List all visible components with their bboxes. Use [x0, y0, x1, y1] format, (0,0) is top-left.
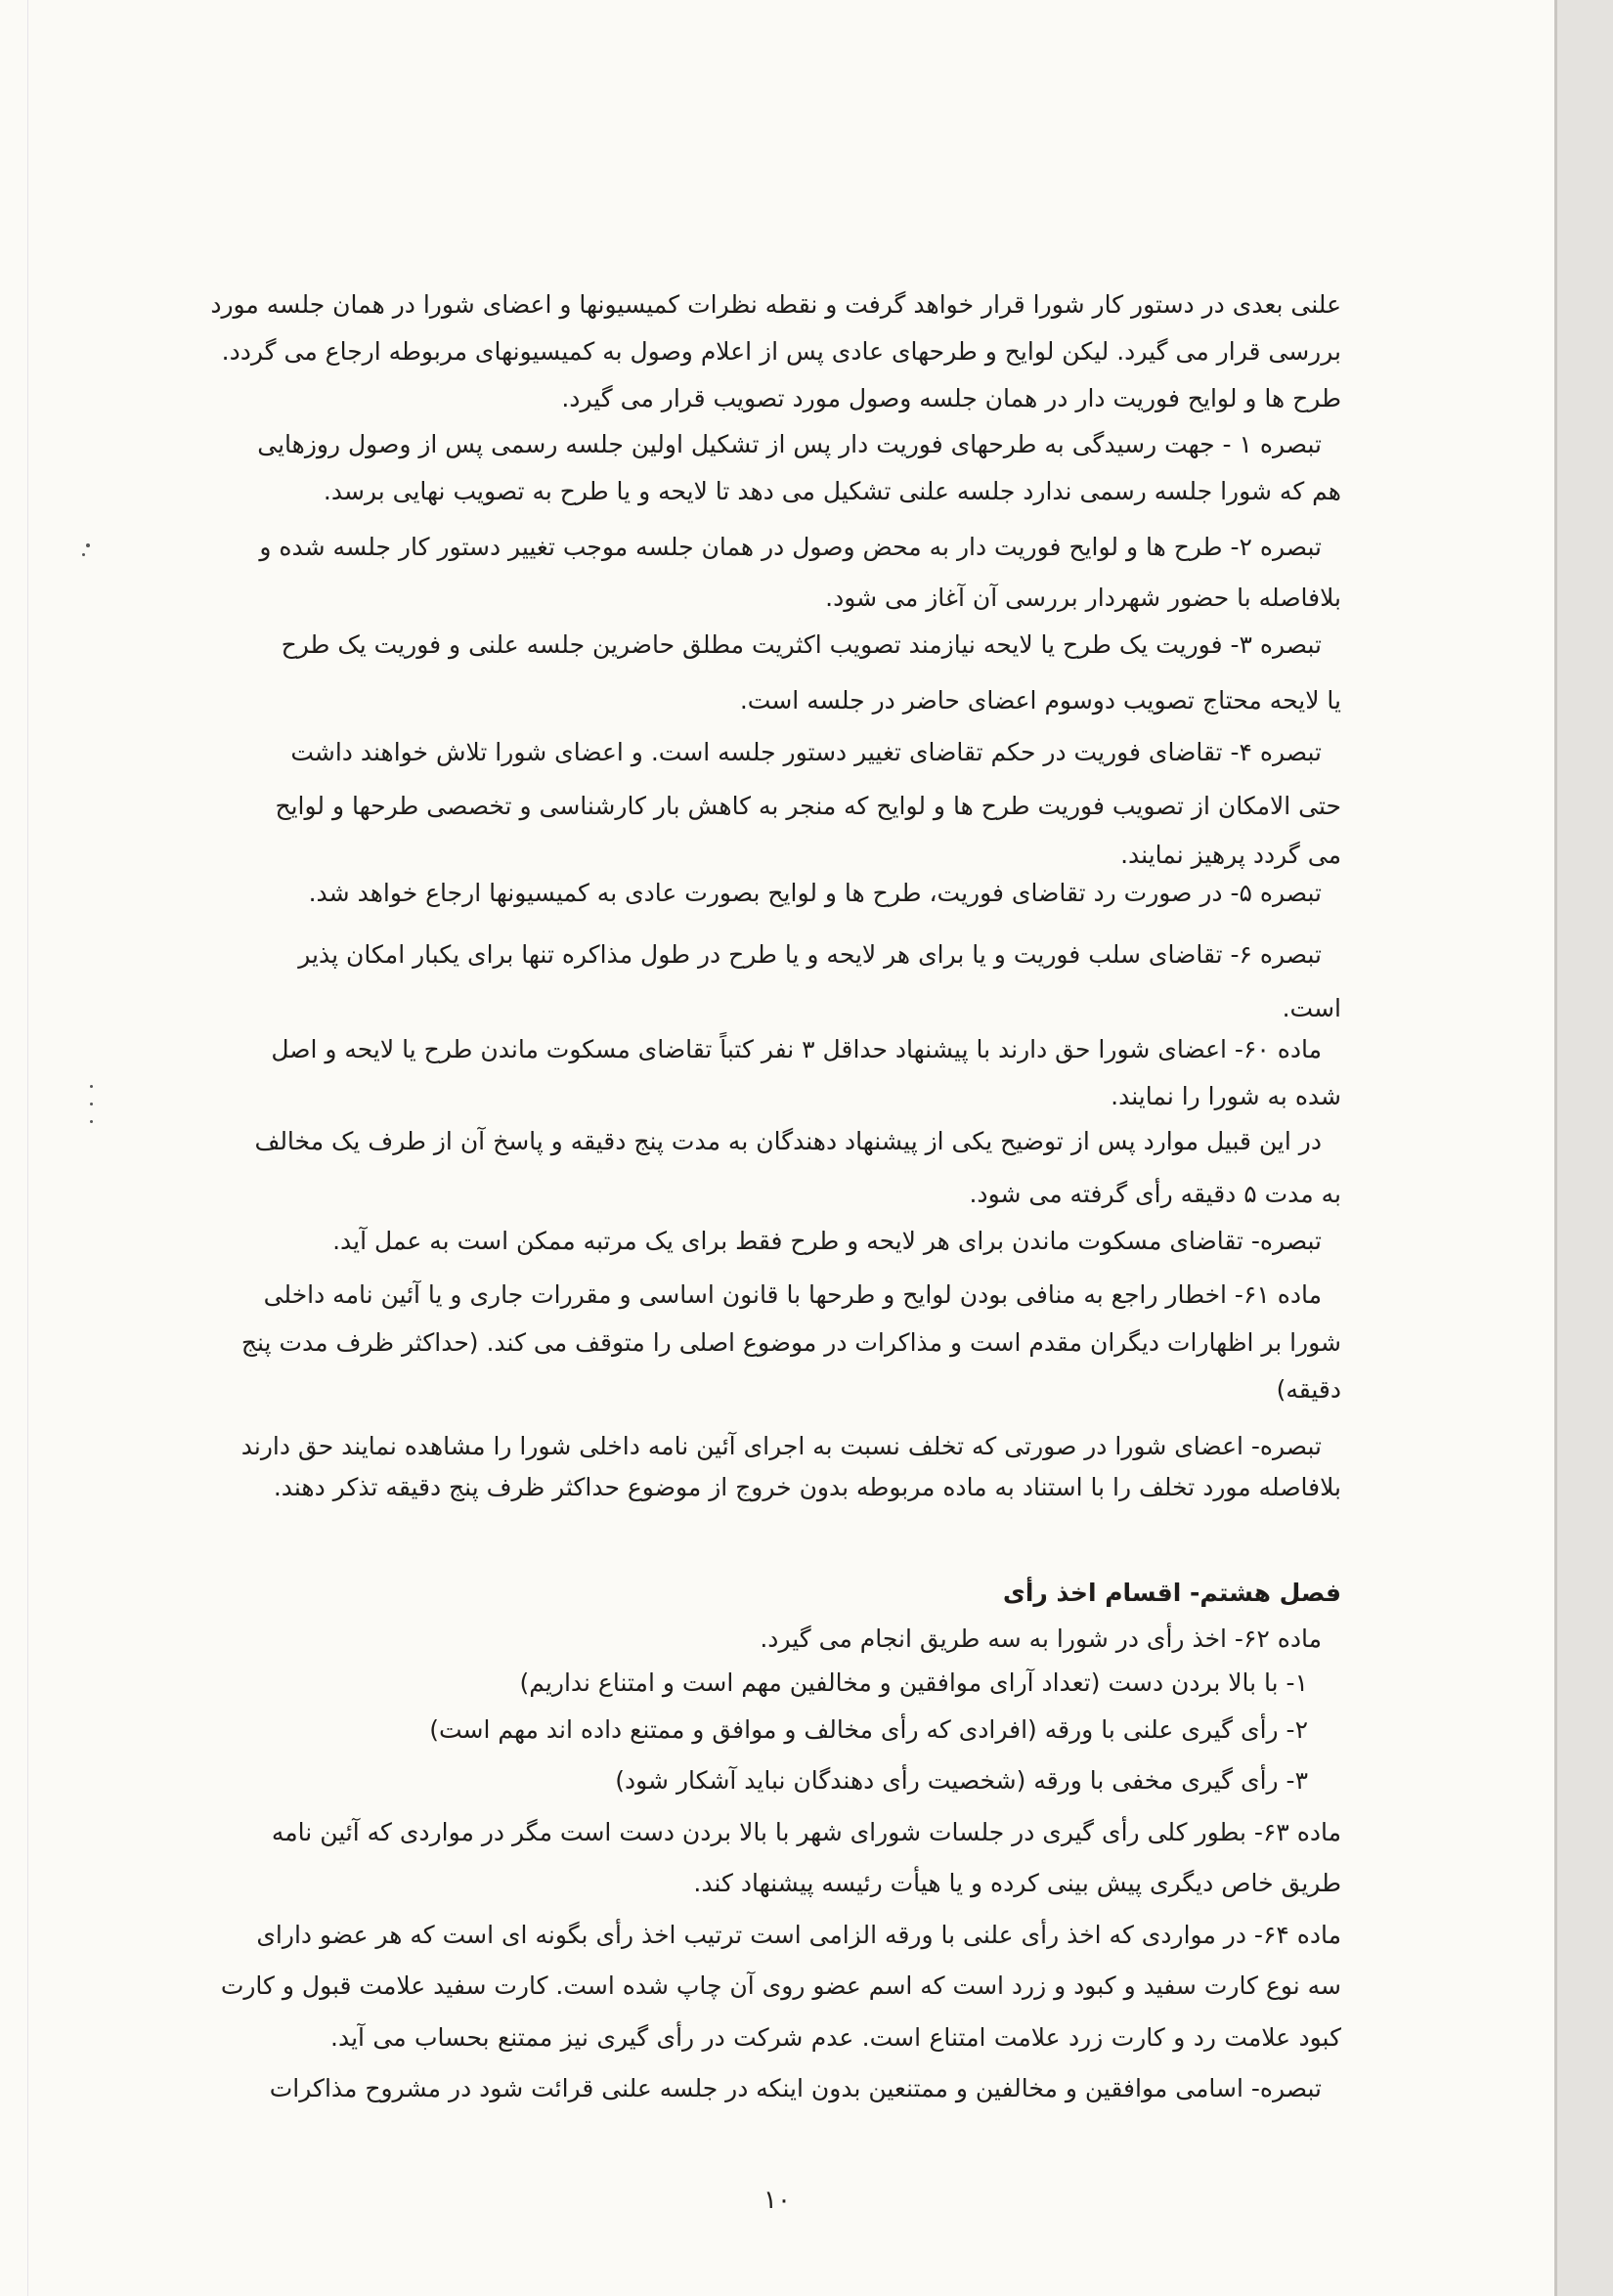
text-line: تبصره- تقاضای مسکوت ماندن برای هر لایحه و طرح فقط برای یک مرتبه ممکن است به عمل آید.: [332, 1227, 1322, 1255]
text-line: ماده ۶۲- اخذ رأی در شورا به سه طریق انجام می گیرد.: [760, 1625, 1322, 1653]
text-line: دقیقه): [1276, 1375, 1341, 1404]
text-line: می گردد پرهیز نمایند.: [1120, 841, 1341, 869]
list-item: ۳- رأی گیری مخفی با ورقه (شخصیت رأی دهندگان نباید آشکار شود): [615, 1766, 1308, 1795]
text-line: ماده ۶۰- اعضای شورا حق دارند با پیشنهاد حداقل ۳ نفر کتباً تقاضای مسکوت ماندن طرح یا لایحه و اصل: [271, 1035, 1322, 1063]
text-line: بلافاصله با حضور شهردار بررسی آن آغاز می شود.: [825, 584, 1341, 612]
scan-speck: [90, 1103, 93, 1105]
text-line: تبصره- اعضای شورا در صورتی که تخلف نسبت به اجرای آئین نامه داخلی شورا را مشاهده نمایند حق دارند: [240, 1432, 1322, 1460]
page-number: ۱۰: [763, 2186, 791, 2215]
text-line: ماده ۶۴- در مواردی که اخذ رأی علنی با ورقه الزامی است ترتیب اخذ رأی بگونه ای است که هر عضو دارای: [256, 1921, 1341, 1949]
text-line: تبصره ۴- تقاضای فوریت در حکم تقاضای تغییر دستور جلسه است. و اعضای شورا تلاش خواهند داشت: [290, 738, 1322, 766]
text-line: شورا بر اظهارات دیگران مقدم است و مذاکرات در موضوع اصلی را متوقف می کند. (حداکثر ظرف مدت پنج: [240, 1328, 1341, 1357]
text-line: تبصره ۳- فوریت یک طرح یا لایحه نیازمند تصویب اکثریت مطلق حاضرین جلسه علنی و فوریت یک طرح: [281, 630, 1322, 659]
scan-speck: [82, 553, 85, 556]
text-line: حتی الامکان از تصویب فوریت طرح ها و لوایح که منجر به کاهش بار کارشناسی و تخصصی طرحها و لوایح: [275, 792, 1341, 820]
scan-speck: [90, 1120, 93, 1123]
text-line: طریق خاص دیگری پیش بینی کرده و یا هیأت رئیسه پیشنهاد کند.: [693, 1869, 1341, 1897]
text-line: ماده ۶۱- اخطار راجع به منافی بودن لوایح و طرحها با قانون اساسی و مقررات جاری و یا آئین نامه داخلی: [263, 1280, 1322, 1309]
text-line: تبصره ۲- طرح ها و لوایح فوریت دار به محض وصول در همان جلسه موجب تغییر دستور کار جلسه شده و: [259, 533, 1322, 561]
text-line: هم که شورا جلسه رسمی ندارد جلسه علنی تشکیل می دهد تا لایحه و یا طرح به تصویب نهایی برسد.: [323, 477, 1341, 505]
list-item: ۱- با بالا بردن دست (تعداد آرای موافقین و مخالفین مهم است و امتناع نداریم): [519, 1668, 1308, 1697]
text-line: تبصره ۶- تقاضای سلب فوریت و یا برای هر لایحه و یا طرح در طول مذاکره تنها برای یکبار امکان پذیر: [298, 940, 1322, 969]
text-line: به مدت ۵ دقیقه رأی گرفته می شود.: [969, 1180, 1341, 1208]
text-line: تبصره- اسامی موافقین و مخالفین و ممتنعین بدون اینکه در جلسه علنی قرائت شود در مشروح مذاکرات: [269, 2074, 1322, 2102]
list-item: ۲- رأی گیری علنی با ورقه (افرادی که رأی مخالف و موافق و ممتنع داده اند مهم است): [429, 1715, 1308, 1744]
text-line: طرح ها و لوایح فوریت دار در همان جلسه وصول مورد تصویب قرار می گیرد.: [561, 384, 1341, 412]
text-line: کبود علامت رد و کارت زرد علامت امتناع است. عدم شرکت در رأی گیری نیز ممتنع بحساب می آید.: [330, 2023, 1341, 2052]
scan-edge: [1554, 0, 1613, 2296]
text-line: بلافاصله مورد تخلف را با استناد به ماده مربوطه بدون خروج از موضوع حداکثر ظرف پنج دقیقه تذکر دهند.: [273, 1473, 1341, 1501]
text-line: یا لایحه محتاج تصویب دوسوم اعضای حاضر در جلسه است.: [739, 686, 1341, 715]
text-line: است.: [1282, 994, 1341, 1022]
text-line: سه نوع کارت سفید و کبود و زرد است که اسم عضو روی آن چاپ شده است. کارت سفید علامت قبول و کارت: [220, 1971, 1341, 2000]
text-line: علنی بعدی در دستور کار شورا قرار خواهد گرفت و نقطه نظرات کمیسیونها و اعضای شورا در همان جلسه مورد: [210, 290, 1341, 319]
text-line: تبصره ۱ - جهت رسیدگی به طرحهای فوریت دار پس از تشکیل اولین جلسه رسمی پس از وصول روزهایی: [257, 430, 1322, 458]
text-line: شده به شورا را نمایند.: [1111, 1082, 1341, 1110]
text-line: ماده ۶۳- بطور کلی رأی گیری در جلسات شورای شهر با بالا بردن دست است مگر در مواردی که آئین نامه: [271, 1818, 1341, 1846]
chapter-heading: فصل هشتم- اقسام اخذ رأی: [1002, 1579, 1341, 1607]
text-line: تبصره ۵- در صورت رد تقاضای فوریت، طرح ها و لوایح بصورت عادی به کمیسیونها ارجاع خواهد شد.: [308, 879, 1322, 907]
text-line: بررسی قرار می گیرد. لیکن لوایح و طرحهای عادی پس از اعلام وصول به کمیسیونهای مربوطه ارجاع می گردد.: [221, 337, 1341, 366]
text-line: در این قبیل موارد پس از توضیح یکی از پیشنهاد دهندگان به مدت پنج دقیقه و پاسخ آن از طرف یک مخالف: [254, 1127, 1322, 1155]
scan-speck: [90, 1085, 93, 1088]
scan-speck: [86, 543, 90, 547]
scan-margin-line: [27, 0, 28, 2296]
